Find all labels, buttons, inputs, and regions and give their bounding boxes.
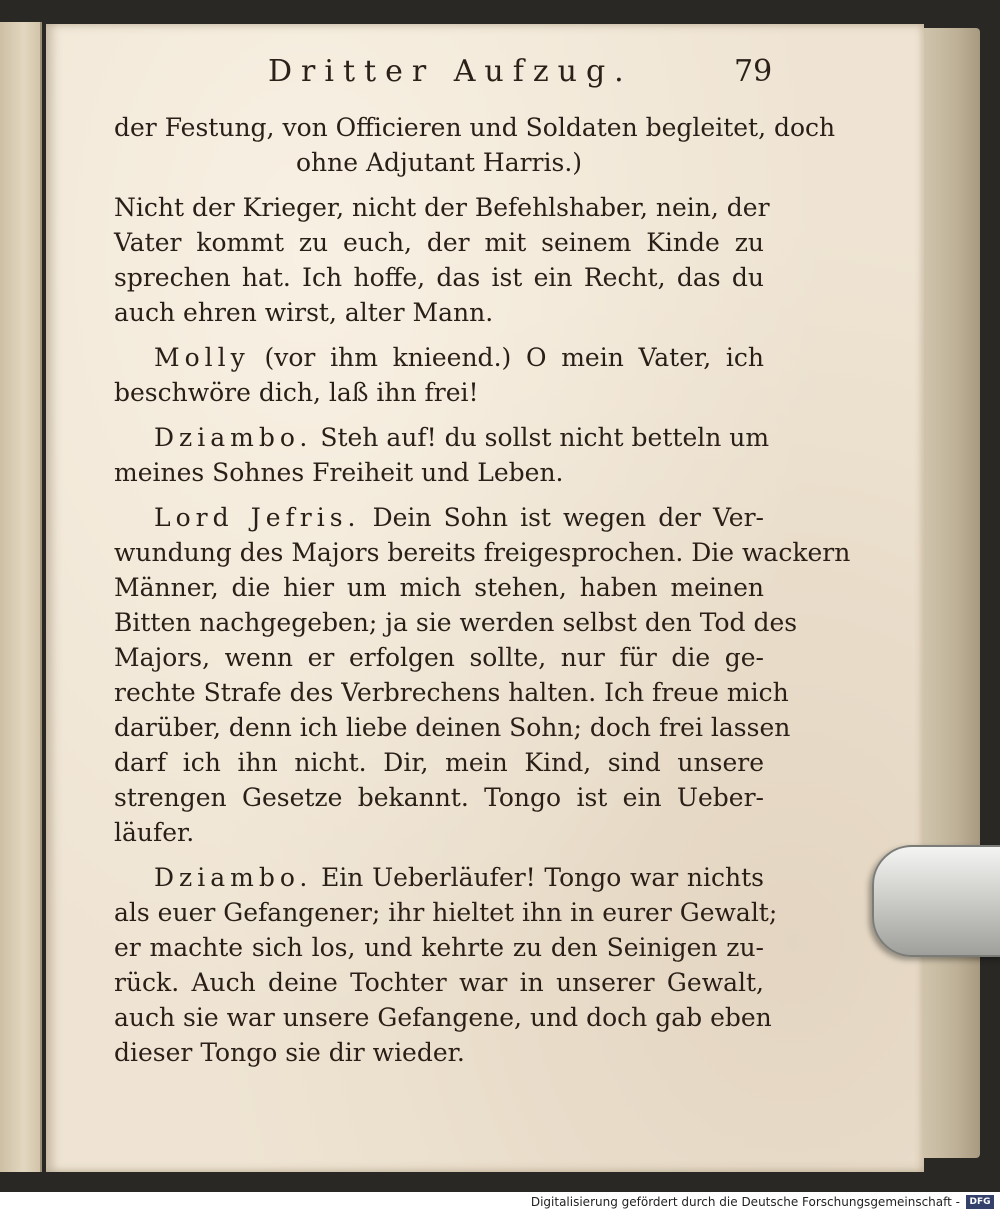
text-line: Nicht der Krieger, nicht der Befehlshaber, nein, der [114,193,770,222]
text-line: Vater kommt zu euch, der mit seinem Kinde zu [114,228,764,257]
line-text: (vor ihm knieend.) O mein Vater, ich [264,343,764,372]
text-line: läufer. [114,818,195,847]
text-line: rechte Strafe des Verbrechens halten. Ich freue mich [114,678,789,707]
text-line: wundung des Majors bereits freigesprochen. Die wackern [114,538,851,567]
text-line: beschwöre dich, laß ihn frei! [114,378,479,407]
text-line [114,500,764,535]
paragraph [114,340,764,410]
text-line: Männer, die hier um mich stehen, haben meinen [114,573,764,602]
text-line [114,860,764,895]
speaker-name: Molly [154,343,250,372]
stage-direction-line: der Festung, von Officieren und Soldaten begleitet, doch [114,113,836,142]
text-line [114,420,770,455]
text-line: meines Sohnes Freiheit und Leben. [114,458,564,487]
text-line: auch ehren wirst, alter Mann. [114,298,494,327]
page-clip [872,845,1000,957]
footer-bar [0,1192,1000,1213]
previous-page-edge [0,22,42,1172]
text-line: Majors, wenn er erfolgen sollte, nur für die ge- [114,643,764,672]
paragraph [114,500,851,850]
text-line: er machte sich los, und kehrte zu den Seinigen zu- [114,933,764,962]
paragraph [114,860,778,1070]
stage-direction-line: ohne Adjutant Harris.) [295,148,583,177]
funding-credit: Digitalisierung gefördert durch die Deutsche Forschungsgemeinschaft - [530,1195,960,1209]
text-line: als euer Gefangener; ihr hieltet ihn in eurer Gewalt; [114,898,778,927]
running-head: Dritter Aufzug. [268,54,633,89]
text-line: strengen Gesetze bekannt. Tongo ist ein Ueber- [114,783,764,812]
dfg-logo-icon: DFG [966,1195,994,1209]
speaker-name: Lord Jefris. [154,503,361,532]
book-page [46,24,924,1172]
text-line: rück. Auch deine Tochter war in unserer Gewalt, [114,968,764,997]
line-text: Dein Sohn ist wegen der Ver- [372,503,765,532]
text-line: sprechen hat. Ich hoffe, das ist ein Recht, das du [114,263,764,292]
text-line: auch sie war unsere Gefangene, und doch gab eben [114,1003,772,1032]
speaker-name: Dziambo. [154,423,313,452]
speaker-name: Dziambo. [154,863,313,892]
line-text: Steh auf! du sollst nicht betteln um [320,423,770,452]
text-line: darüber, denn ich liebe deinen Sohn; doch frei lassen [114,713,791,742]
text-line: darf ich ihn nicht. Dir, mein Kind, sind unsere [114,748,764,777]
paragraph [114,190,770,330]
text-line [114,340,764,375]
page-body [114,110,851,1070]
paragraph [114,420,770,490]
text-line: Bitten nachgegeben; ja sie werden selbst den Tod des [114,608,798,637]
page-number: 79 [734,54,773,89]
line-text: Ein Ueberläufer! Tongo war nichts [321,863,764,892]
text-line: dieser Tongo sie dir wieder. [114,1038,465,1067]
